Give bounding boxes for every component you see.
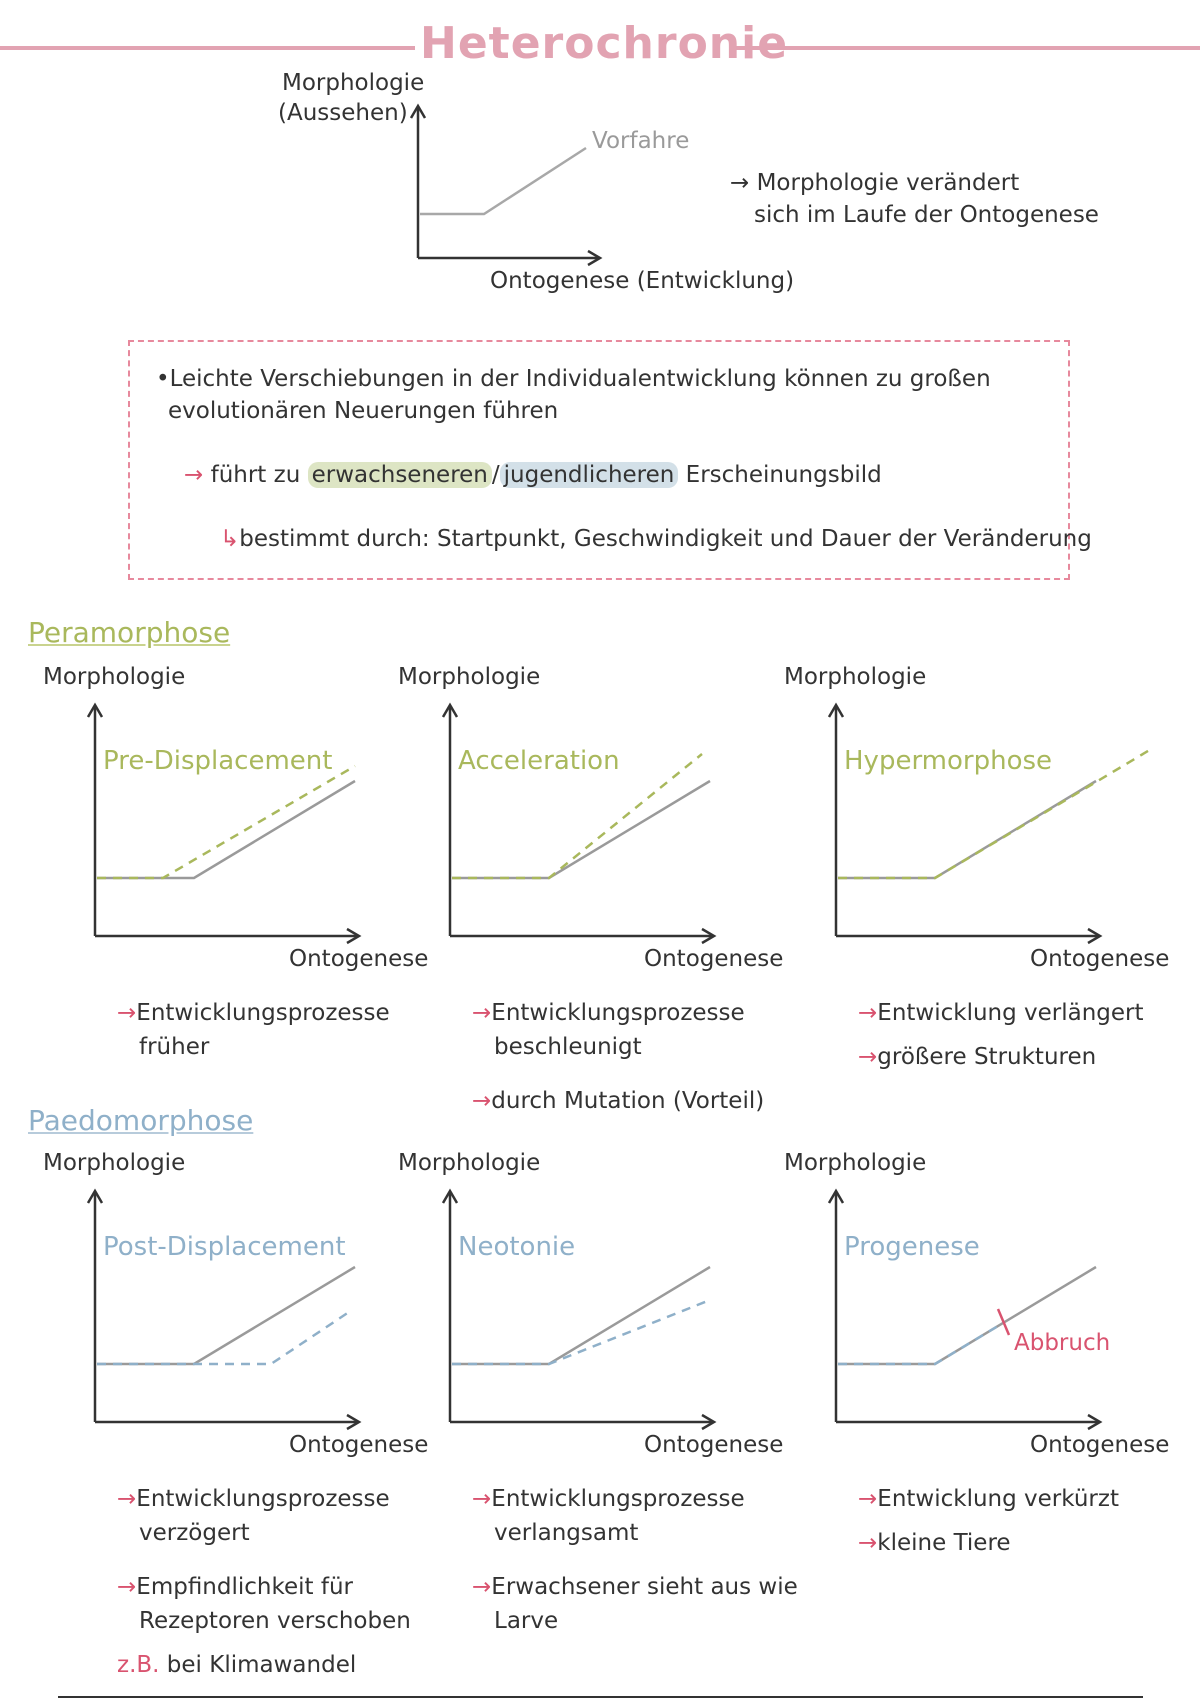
info-line-4-text: bestimmt durch: Startpunkt, Geschwindigkeit und Dauer der Veränderung bbox=[239, 526, 1092, 552]
arrow-icon: → bbox=[117, 1574, 137, 1600]
chart-note: →kleine Tiere bbox=[858, 1530, 1011, 1556]
info-line-1: •Leichte Verschiebungen in der Individualentwicklung können zu großen bbox=[156, 366, 991, 392]
intro-x-label: Ontogenese (Entwicklung) bbox=[490, 268, 795, 294]
chart-title: Progenese bbox=[844, 1232, 980, 1262]
chart-note: →Entwicklungsprozesse bbox=[472, 1486, 745, 1512]
arrow-icon: → bbox=[858, 1486, 878, 1512]
intro-y-label-1: Morphologie bbox=[282, 70, 425, 96]
hook-arrow-icon: ↳ bbox=[220, 526, 240, 552]
abbruch-label: Abbruch bbox=[1014, 1330, 1111, 1356]
y-axis-label: Morphologie bbox=[43, 664, 186, 690]
chart-note: früher bbox=[139, 1034, 210, 1060]
chart-note: →Entwicklungsprozesse bbox=[117, 1000, 390, 1026]
chart-note: z.B. bei Klimawandel bbox=[117, 1652, 357, 1678]
chart-title: Pre-Displacement bbox=[103, 746, 333, 776]
x-axis-label: Ontogenese bbox=[644, 946, 784, 972]
chart-title: Post-Displacement bbox=[103, 1232, 346, 1262]
chart-note: →Entwicklungsprozesse bbox=[117, 1486, 390, 1512]
chart-title: Neotonie bbox=[458, 1232, 576, 1262]
arrow-icon: → bbox=[184, 462, 204, 488]
x-axis-label: Ontogenese bbox=[289, 946, 429, 972]
arrow-icon: → bbox=[858, 1530, 878, 1556]
intro-curve-label: Vorfahre bbox=[592, 128, 690, 154]
chart-note: →Entwicklung verlängert bbox=[858, 1000, 1144, 1026]
chart-note: verlangsamt bbox=[494, 1520, 639, 1546]
bottom-rule bbox=[58, 1696, 1143, 1698]
arrow-icon: → bbox=[117, 1486, 137, 1512]
y-axis-label: Morphologie bbox=[43, 1150, 186, 1176]
section-title-peramorphose: Peramorphose bbox=[28, 616, 231, 649]
arrow-icon: → bbox=[117, 1000, 137, 1026]
chart-title: Hypermorphose bbox=[844, 746, 1053, 776]
intro-y-label-2: (Aussehen) bbox=[278, 100, 408, 126]
example-prefix: z.B. bbox=[117, 1652, 160, 1678]
abbruch-mark bbox=[998, 1309, 1009, 1335]
y-axis-label: Morphologie bbox=[398, 1150, 541, 1176]
x-axis-label: Ontogenese bbox=[1030, 946, 1170, 972]
x-axis-label: Ontogenese bbox=[644, 1432, 784, 1458]
chart-note: →Erwachsener sieht aus wie bbox=[472, 1574, 798, 1600]
intro-note-2: sich im Laufe der Ontogenese bbox=[754, 202, 1099, 228]
section-title-paedomorphose: Paedomorphose bbox=[28, 1104, 254, 1137]
y-axis-label: Morphologie bbox=[784, 664, 927, 690]
y-axis-label: Morphologie bbox=[398, 664, 541, 690]
chart-title: Acceleration bbox=[458, 746, 620, 776]
intro-note-1: → Morphologie verändert bbox=[730, 170, 1020, 196]
chart-note: →Empfindlichkeit für bbox=[117, 1574, 353, 1600]
arrow-icon: → bbox=[472, 1088, 492, 1114]
page-title: Heterochronie bbox=[420, 18, 789, 69]
descendant-curve bbox=[838, 1323, 1003, 1364]
chart-note: Rezeptoren verschoben bbox=[139, 1608, 411, 1634]
arrow-icon: → bbox=[858, 1044, 878, 1070]
chart-note: verzögert bbox=[139, 1520, 250, 1546]
chart-note: →größere Strukturen bbox=[858, 1044, 1097, 1070]
x-axis-label: Ontogenese bbox=[1030, 1432, 1170, 1458]
chart-note: →durch Mutation (Vorteil) bbox=[472, 1088, 765, 1114]
x-axis-label: Ontogenese bbox=[289, 1432, 429, 1458]
highlight-erwachseneren: erwachseneren bbox=[308, 462, 492, 488]
arrow-icon: → bbox=[472, 1486, 492, 1512]
highlight-jugendlicheren: jugendlicheren bbox=[500, 462, 679, 488]
arrow-icon: → bbox=[858, 1000, 878, 1026]
chart-note: →Entwicklung verkürzt bbox=[858, 1486, 1119, 1512]
slash: / bbox=[491, 462, 500, 488]
y-axis-label: Morphologie bbox=[784, 1150, 927, 1176]
chart-note: beschleunigt bbox=[494, 1034, 642, 1060]
chart-note: Larve bbox=[494, 1608, 559, 1634]
info-line-3-prefix: führt zu bbox=[210, 462, 301, 488]
info-line-2: evolutionären Neuerungen führen bbox=[168, 398, 559, 424]
info-line-3-suffix: Erscheinungsbild bbox=[685, 462, 882, 488]
arrow-icon: → bbox=[472, 1574, 492, 1600]
chart-note: →Entwicklungsprozesse bbox=[472, 1000, 745, 1026]
arrow-icon: → bbox=[472, 1000, 492, 1026]
